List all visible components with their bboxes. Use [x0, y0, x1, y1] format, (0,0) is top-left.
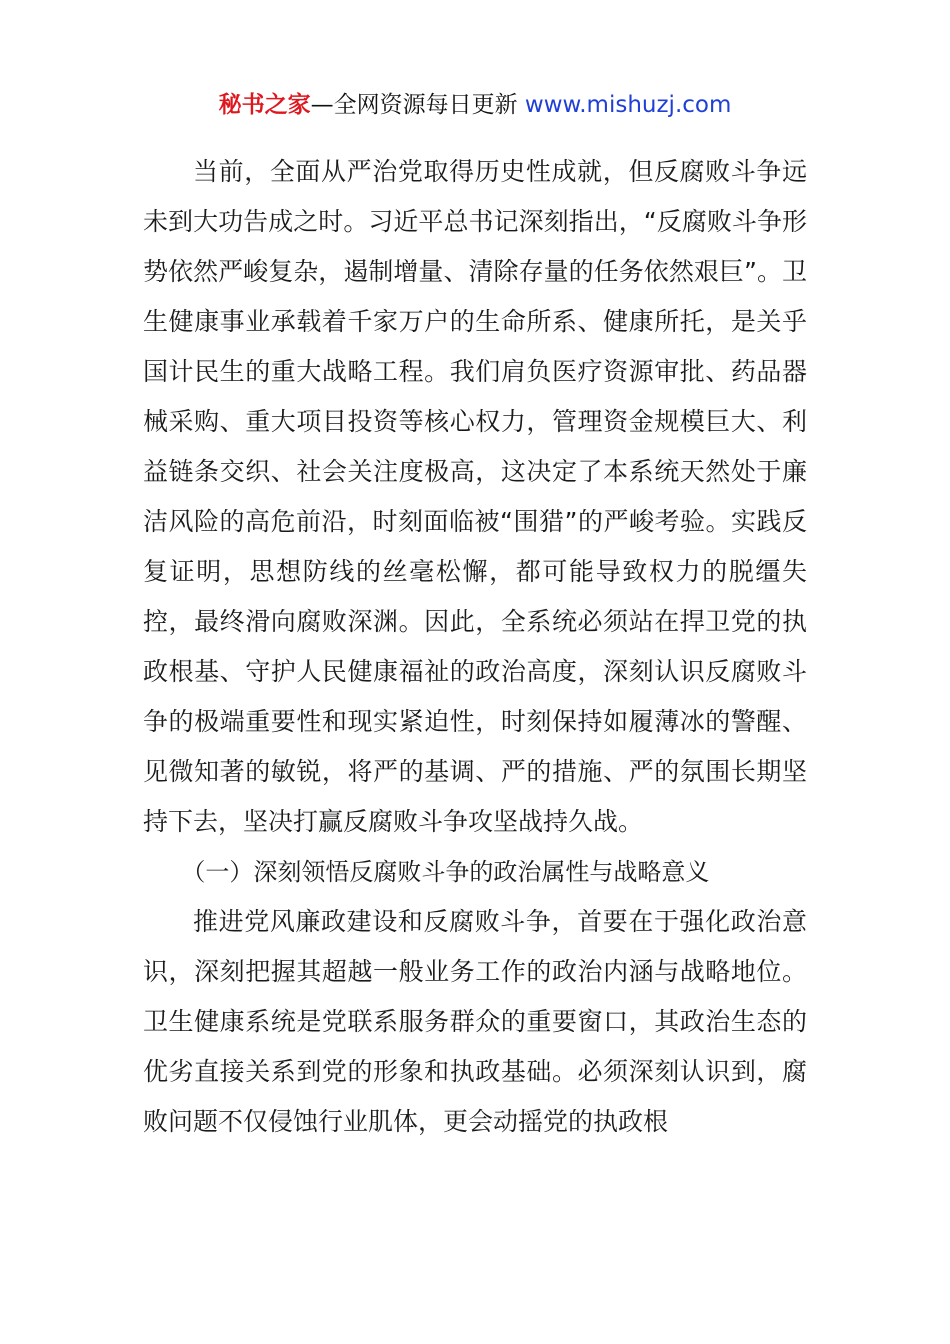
site-url-link[interactable]: www.mishuzj.com	[524, 92, 732, 118]
header-tagline: —全网资源每日更新	[310, 92, 525, 118]
document-body	[143, 147, 807, 1147]
paragraph-intro: 当前，全面从严治党取得历史性成就，但反腐败斗争远未到大功告成之时。习近平总书记深刻指出，“反腐败斗争形势依然严峻复杂，遏制增量、清除存量的任务依然艰巨”。卫生健康事业承载着千家万户的生命所系、健康所托，是关乎国计民生的重大战略工程。我们肩负医疗资源审批、药品器械采购、重大项目投资等核心权力，管理资金规模巨大、利益链条交织、社会关注度极高，这决定了本系统天然处于廉洁风险的高危前沿，时刻面临被“围猎”的严峻考验。实践反复证明，思想防线的丝毫松懈，都可能导致权力的脱缰失控，最终滑向腐败深渊。因此，全系统必须站在捍卫党的执政根基、守护人民健康福祉的政治高度，深刻认识反腐败斗争的极端重要性和现实紧迫性，时刻保持如履薄冰的警醒、见微知著的敏锐，将严的基调、严的措施、严的氛围长期坚持下去，坚决打赢反腐败斗争攻坚战持久战。	[143, 157, 807, 836]
brand-name: 秘书之家	[218, 92, 311, 118]
site-header	[0, 88, 950, 122]
paragraph-section-one: 推进党风廉政建设和反腐败斗争，首要在于强化政治意识，深刻把握其超越一般业务工作的政治内涵与战略地位。卫生健康系统是党联系服务群众的重要窗口，其政治生态的优劣直接关系到党的形象和执政基础。必须深刻认识到，腐败问题不仅侵蚀行业肌体，更会动摇党的执政根	[143, 907, 807, 1136]
section-heading: （一）深刻领悟反腐败斗争的政治属性与战略意义	[181, 858, 710, 886]
